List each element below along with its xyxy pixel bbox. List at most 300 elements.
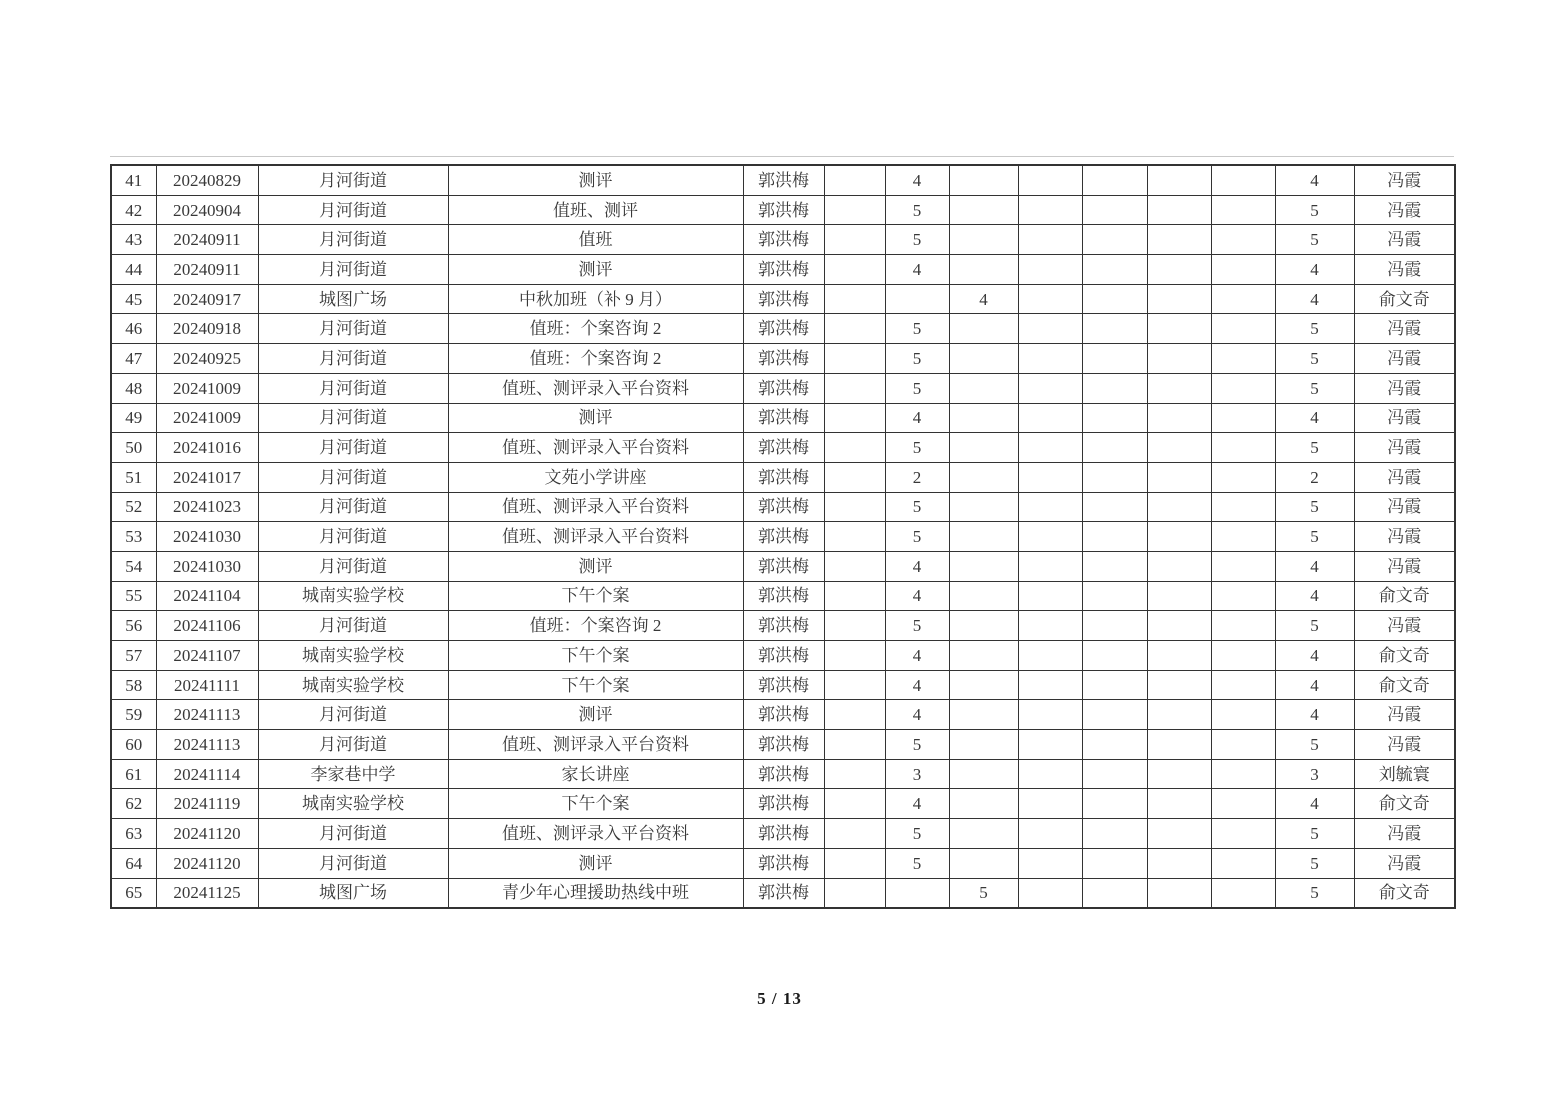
table-cell: 2 <box>885 462 949 492</box>
table-cell: 20241111 <box>156 670 258 700</box>
table-cell: 4 <box>949 284 1018 314</box>
table-cell <box>1147 373 1211 403</box>
table-cell: 值班、测评 <box>448 195 743 225</box>
table-cell <box>1018 165 1082 195</box>
table-cell: 冯霞 <box>1354 848 1455 878</box>
table-row <box>111 581 1455 611</box>
table-cell: 62 <box>111 789 156 819</box>
table-cell: 冯霞 <box>1354 255 1455 285</box>
table-cell: 20240904 <box>156 195 258 225</box>
table-cell <box>1211 759 1275 789</box>
table-cell <box>949 255 1018 285</box>
table-cell <box>1211 670 1275 700</box>
table-row <box>111 551 1455 581</box>
table-cell: 4 <box>885 700 949 730</box>
table-cell: 20241009 <box>156 403 258 433</box>
table-cell: 冯霞 <box>1354 373 1455 403</box>
table-cell <box>1147 789 1211 819</box>
table-cell: 3 <box>885 759 949 789</box>
table-cell <box>885 878 949 908</box>
table-cell: 值班：个案咨询 2 <box>448 344 743 374</box>
table-cell <box>949 730 1018 760</box>
table-cell: 郭洪梅 <box>743 789 824 819</box>
table-cell: 冯霞 <box>1354 195 1455 225</box>
table-cell: 5 <box>1275 819 1354 849</box>
work-log-table <box>110 164 1456 909</box>
table-cell: 值班、测评录入平台资料 <box>448 492 743 522</box>
table-cell: 4 <box>1275 641 1354 671</box>
table-cell: 44 <box>111 255 156 285</box>
table-cell: 郭洪梅 <box>743 165 824 195</box>
table-cell <box>1211 462 1275 492</box>
table-cell <box>1018 641 1082 671</box>
table-cell <box>949 848 1018 878</box>
table-cell: 4 <box>885 551 949 581</box>
table-cell <box>824 492 885 522</box>
table-row <box>111 165 1455 195</box>
table-cell: 冯霞 <box>1354 730 1455 760</box>
table-cell: 5 <box>885 848 949 878</box>
table-cell: 5 <box>885 730 949 760</box>
table-cell: 下午个案 <box>448 789 743 819</box>
table-cell: 郭洪梅 <box>743 284 824 314</box>
table-cell: 20241119 <box>156 789 258 819</box>
table-cell <box>824 759 885 789</box>
table-cell <box>949 522 1018 552</box>
table-cell: 月河街道 <box>258 165 448 195</box>
table-cell <box>949 225 1018 255</box>
table-cell: 冯霞 <box>1354 344 1455 374</box>
table-cell: 下午个案 <box>448 670 743 700</box>
table-cell <box>1018 789 1082 819</box>
table-cell: 20241023 <box>156 492 258 522</box>
table-cell <box>1082 789 1147 819</box>
table-cell: 月河街道 <box>258 195 448 225</box>
table-cell: 郭洪梅 <box>743 225 824 255</box>
table-row <box>111 373 1455 403</box>
table-cell: 51 <box>111 462 156 492</box>
table-cell: 月河街道 <box>258 492 448 522</box>
table-cell <box>949 641 1018 671</box>
table-cell: 测评 <box>448 403 743 433</box>
table-cell: 3 <box>1275 759 1354 789</box>
table-cell: 郭洪梅 <box>743 344 824 374</box>
table-cell <box>824 670 885 700</box>
table-cell: 5 <box>1275 373 1354 403</box>
table-cell: 5 <box>1275 611 1354 641</box>
table-cell: 5 <box>1275 730 1354 760</box>
table-cell <box>1147 848 1211 878</box>
table-cell: 月河街道 <box>258 611 448 641</box>
table-cell: 20241114 <box>156 759 258 789</box>
table-cell <box>1147 195 1211 225</box>
table-cell <box>1018 611 1082 641</box>
table-cell: 城图广场 <box>258 284 448 314</box>
table-cell: 49 <box>111 403 156 433</box>
table-cell: 5 <box>1275 522 1354 552</box>
table-cell: 月河街道 <box>258 373 448 403</box>
table-cell: 5 <box>1275 492 1354 522</box>
table-cell <box>1018 878 1082 908</box>
table-cell <box>1018 314 1082 344</box>
table-row <box>111 255 1455 285</box>
table-cell: 47 <box>111 344 156 374</box>
table-cell <box>824 551 885 581</box>
table-cell <box>824 225 885 255</box>
table-cell: 郭洪梅 <box>743 730 824 760</box>
table-cell <box>824 344 885 374</box>
table-cell: 20240917 <box>156 284 258 314</box>
table-cell <box>824 284 885 314</box>
table-cell <box>1147 284 1211 314</box>
table-cell <box>1082 522 1147 552</box>
table-cell <box>1082 373 1147 403</box>
table-cell: 20241017 <box>156 462 258 492</box>
table-cell: 58 <box>111 670 156 700</box>
table-cell: 4 <box>1275 284 1354 314</box>
table-cell: 41 <box>111 165 156 195</box>
table-cell <box>1147 670 1211 700</box>
table-cell: 郭洪梅 <box>743 611 824 641</box>
table-cell: 63 <box>111 819 156 849</box>
table-cell <box>1147 730 1211 760</box>
table-cell <box>1211 255 1275 285</box>
table-cell <box>949 670 1018 700</box>
table-cell: 文苑小学讲座 <box>448 462 743 492</box>
table-row <box>111 403 1455 433</box>
table-cell <box>1147 492 1211 522</box>
table-cell: 月河街道 <box>258 522 448 552</box>
table-cell: 郭洪梅 <box>743 195 824 225</box>
table-cell <box>1018 462 1082 492</box>
table-cell: 月河街道 <box>258 255 448 285</box>
table-cell: 4 <box>885 670 949 700</box>
table-cell <box>949 492 1018 522</box>
table-cell <box>824 255 885 285</box>
table-cell <box>1211 730 1275 760</box>
page-number: 5 / 13 <box>757 989 802 1008</box>
table-cell: 4 <box>885 403 949 433</box>
table-row <box>111 492 1455 522</box>
table-cell <box>1018 433 1082 463</box>
table-cell: 冯霞 <box>1354 522 1455 552</box>
table-row <box>111 759 1455 789</box>
table-cell: 测评 <box>448 700 743 730</box>
table-cell: 郭洪梅 <box>743 670 824 700</box>
table-cell <box>949 700 1018 730</box>
table-cell <box>949 195 1018 225</box>
table-cell <box>1018 225 1082 255</box>
table-cell: 俞文奇 <box>1354 581 1455 611</box>
table-cell <box>1082 641 1147 671</box>
table-cell: 4 <box>1275 255 1354 285</box>
table-cell <box>949 789 1018 819</box>
table-cell: 下午个案 <box>448 581 743 611</box>
table-cell: 家长讲座 <box>448 759 743 789</box>
table-cell: 俞文奇 <box>1354 789 1455 819</box>
table-cell <box>949 581 1018 611</box>
table-cell: 5 <box>885 611 949 641</box>
table-cell <box>1082 433 1147 463</box>
table-cell <box>824 789 885 819</box>
table-row <box>111 462 1455 492</box>
table-cell: 月河街道 <box>258 700 448 730</box>
table-cell: 月河街道 <box>258 344 448 374</box>
table-cell <box>1211 611 1275 641</box>
table-cell <box>1211 373 1275 403</box>
table-cell: 月河街道 <box>258 225 448 255</box>
table-cell <box>949 433 1018 463</box>
table-cell <box>824 581 885 611</box>
table-cell <box>1211 700 1275 730</box>
table-cell: 5 <box>885 819 949 849</box>
table-cell <box>1082 581 1147 611</box>
table-row <box>111 670 1455 700</box>
table-cell: 冯霞 <box>1354 462 1455 492</box>
table-row <box>111 730 1455 760</box>
table-cell <box>1018 403 1082 433</box>
table-cell: 20241113 <box>156 700 258 730</box>
table-cell: 65 <box>111 878 156 908</box>
table-cell <box>1018 492 1082 522</box>
table-cell: 月河街道 <box>258 819 448 849</box>
table-cell: 4 <box>885 789 949 819</box>
table-cell: 郭洪梅 <box>743 462 824 492</box>
table-cell: 测评 <box>448 551 743 581</box>
table-cell: 4 <box>885 255 949 285</box>
table-row <box>111 344 1455 374</box>
table-cell <box>1082 700 1147 730</box>
table-cell: 50 <box>111 433 156 463</box>
table-cell: 城图广场 <box>258 878 448 908</box>
table-cell <box>949 403 1018 433</box>
table-cell: 郭洪梅 <box>743 759 824 789</box>
table-cell <box>1018 195 1082 225</box>
table-cell: 值班、测评录入平台资料 <box>448 373 743 403</box>
table-row <box>111 433 1455 463</box>
table-cell <box>1211 284 1275 314</box>
table-cell <box>1211 819 1275 849</box>
table-cell: 4 <box>885 581 949 611</box>
table-cell <box>949 759 1018 789</box>
table-cell <box>824 433 885 463</box>
table-cell: 月河街道 <box>258 551 448 581</box>
table-cell <box>885 284 949 314</box>
table-cell: 月河街道 <box>258 314 448 344</box>
table-cell: 55 <box>111 581 156 611</box>
table-cell: 54 <box>111 551 156 581</box>
table-cell: 5 <box>949 878 1018 908</box>
table-cell <box>1082 195 1147 225</box>
table-cell: 5 <box>885 314 949 344</box>
table-cell <box>1147 225 1211 255</box>
table-cell: 值班、测评录入平台资料 <box>448 522 743 552</box>
table-cell <box>1211 433 1275 463</box>
table-cell <box>1082 848 1147 878</box>
table-cell: 冯霞 <box>1354 433 1455 463</box>
table-cell <box>1211 581 1275 611</box>
table-cell <box>1082 165 1147 195</box>
table-cell: 4 <box>885 165 949 195</box>
table-cell: 城南实验学校 <box>258 670 448 700</box>
table-cell <box>1147 433 1211 463</box>
table-cell: 郭洪梅 <box>743 433 824 463</box>
table-cell: 20241107 <box>156 641 258 671</box>
work-log-table-body <box>111 165 1455 908</box>
table-cell: 郭洪梅 <box>743 492 824 522</box>
table-cell <box>824 878 885 908</box>
table-cell: 郭洪梅 <box>743 403 824 433</box>
table-cell <box>1018 284 1082 314</box>
table-cell <box>1147 165 1211 195</box>
table-cell <box>1018 759 1082 789</box>
table-cell: 青少年心理援助热线中班 <box>448 878 743 908</box>
table-cell: 冯霞 <box>1354 314 1455 344</box>
table-cell: 64 <box>111 848 156 878</box>
page-break-remnant-line <box>110 156 1454 157</box>
table-cell <box>949 819 1018 849</box>
table-cell: 5 <box>885 492 949 522</box>
table-cell: 郭洪梅 <box>743 581 824 611</box>
table-cell: 20241009 <box>156 373 258 403</box>
table-row <box>111 195 1455 225</box>
table-cell <box>824 819 885 849</box>
table-cell: 郭洪梅 <box>743 878 824 908</box>
table-cell <box>824 700 885 730</box>
table-cell: 53 <box>111 522 156 552</box>
table-cell: 4 <box>1275 165 1354 195</box>
table-cell: 5 <box>885 225 949 255</box>
table-cell: 郭洪梅 <box>743 700 824 730</box>
table-cell: 5 <box>1275 195 1354 225</box>
table-cell <box>1018 670 1082 700</box>
table-row <box>111 848 1455 878</box>
table-cell <box>1147 878 1211 908</box>
table-cell <box>1147 314 1211 344</box>
table-cell: 20240911 <box>156 225 258 255</box>
table-cell: 5 <box>1275 848 1354 878</box>
table-cell: 5 <box>885 522 949 552</box>
table-cell: 测评 <box>448 255 743 285</box>
table-cell: 20240829 <box>156 165 258 195</box>
table-cell: 测评 <box>448 848 743 878</box>
table-cell <box>1147 522 1211 552</box>
table-cell <box>1018 551 1082 581</box>
table-cell: 5 <box>885 433 949 463</box>
table-cell <box>1211 165 1275 195</box>
table-cell: 月河街道 <box>258 848 448 878</box>
table-cell: 值班 <box>448 225 743 255</box>
table-cell <box>1082 611 1147 641</box>
table-cell <box>824 522 885 552</box>
table-cell: 城南实验学校 <box>258 641 448 671</box>
table-cell: 郭洪梅 <box>743 255 824 285</box>
table-cell: 冯霞 <box>1354 492 1455 522</box>
table-cell: 57 <box>111 641 156 671</box>
table-cell: 42 <box>111 195 156 225</box>
table-cell: 城南实验学校 <box>258 789 448 819</box>
table-cell: 刘毓寰 <box>1354 759 1455 789</box>
table-row <box>111 314 1455 344</box>
table-cell: 值班：个案咨询 2 <box>448 314 743 344</box>
table-cell <box>824 195 885 225</box>
table-cell: 月河街道 <box>258 403 448 433</box>
table-cell <box>1147 581 1211 611</box>
table-cell: 20241120 <box>156 848 258 878</box>
table-cell <box>1211 878 1275 908</box>
table-cell <box>824 373 885 403</box>
table-cell <box>1211 848 1275 878</box>
table-cell: 4 <box>1275 403 1354 433</box>
table-cell <box>1147 551 1211 581</box>
table-cell: 值班、测评录入平台资料 <box>448 433 743 463</box>
table-cell: 46 <box>111 314 156 344</box>
table-cell <box>1082 255 1147 285</box>
table-cell <box>824 848 885 878</box>
table-cell <box>1018 730 1082 760</box>
table-row <box>111 641 1455 671</box>
table-cell: 月河街道 <box>258 730 448 760</box>
table-row <box>111 700 1455 730</box>
table-cell: 中秋加班（补 9 月） <box>448 284 743 314</box>
table-cell: 郭洪梅 <box>743 848 824 878</box>
table-cell: 俞文奇 <box>1354 670 1455 700</box>
table-cell: 值班：个案咨询 2 <box>448 611 743 641</box>
table-cell: 5 <box>1275 878 1354 908</box>
table-row <box>111 522 1455 552</box>
table-cell <box>949 373 1018 403</box>
table-cell: 郭洪梅 <box>743 819 824 849</box>
table-cell: 测评 <box>448 165 743 195</box>
table-cell: 4 <box>885 641 949 671</box>
table-cell: 4 <box>1275 551 1354 581</box>
table-cell: 20241125 <box>156 878 258 908</box>
table-cell <box>949 165 1018 195</box>
table-cell: 月河街道 <box>258 433 448 463</box>
table-cell: 20241016 <box>156 433 258 463</box>
table-cell <box>1082 403 1147 433</box>
table-cell: 4 <box>1275 670 1354 700</box>
table-cell: 5 <box>1275 314 1354 344</box>
table-cell: 下午个案 <box>448 641 743 671</box>
table-cell <box>1082 314 1147 344</box>
table-cell: 4 <box>1275 700 1354 730</box>
table-cell <box>1211 551 1275 581</box>
table-cell <box>1082 759 1147 789</box>
table-row <box>111 611 1455 641</box>
table-cell <box>1147 641 1211 671</box>
table-cell <box>949 611 1018 641</box>
table-cell: 48 <box>111 373 156 403</box>
table-cell: 56 <box>111 611 156 641</box>
table-cell <box>949 462 1018 492</box>
table-cell <box>1018 344 1082 374</box>
table-cell: 值班、测评录入平台资料 <box>448 819 743 849</box>
table-cell: 20241113 <box>156 730 258 760</box>
table-cell: 5 <box>1275 225 1354 255</box>
table-cell: 20240925 <box>156 344 258 374</box>
table-cell: 冯霞 <box>1354 403 1455 433</box>
table-cell: 郭洪梅 <box>743 522 824 552</box>
table-cell: 郭洪梅 <box>743 314 824 344</box>
table-cell <box>1018 522 1082 552</box>
table-cell <box>1147 700 1211 730</box>
table-cell: 2 <box>1275 462 1354 492</box>
table-cell <box>824 314 885 344</box>
table-cell: 城南实验学校 <box>258 581 448 611</box>
table-cell: 冯霞 <box>1354 819 1455 849</box>
table-cell <box>1211 492 1275 522</box>
